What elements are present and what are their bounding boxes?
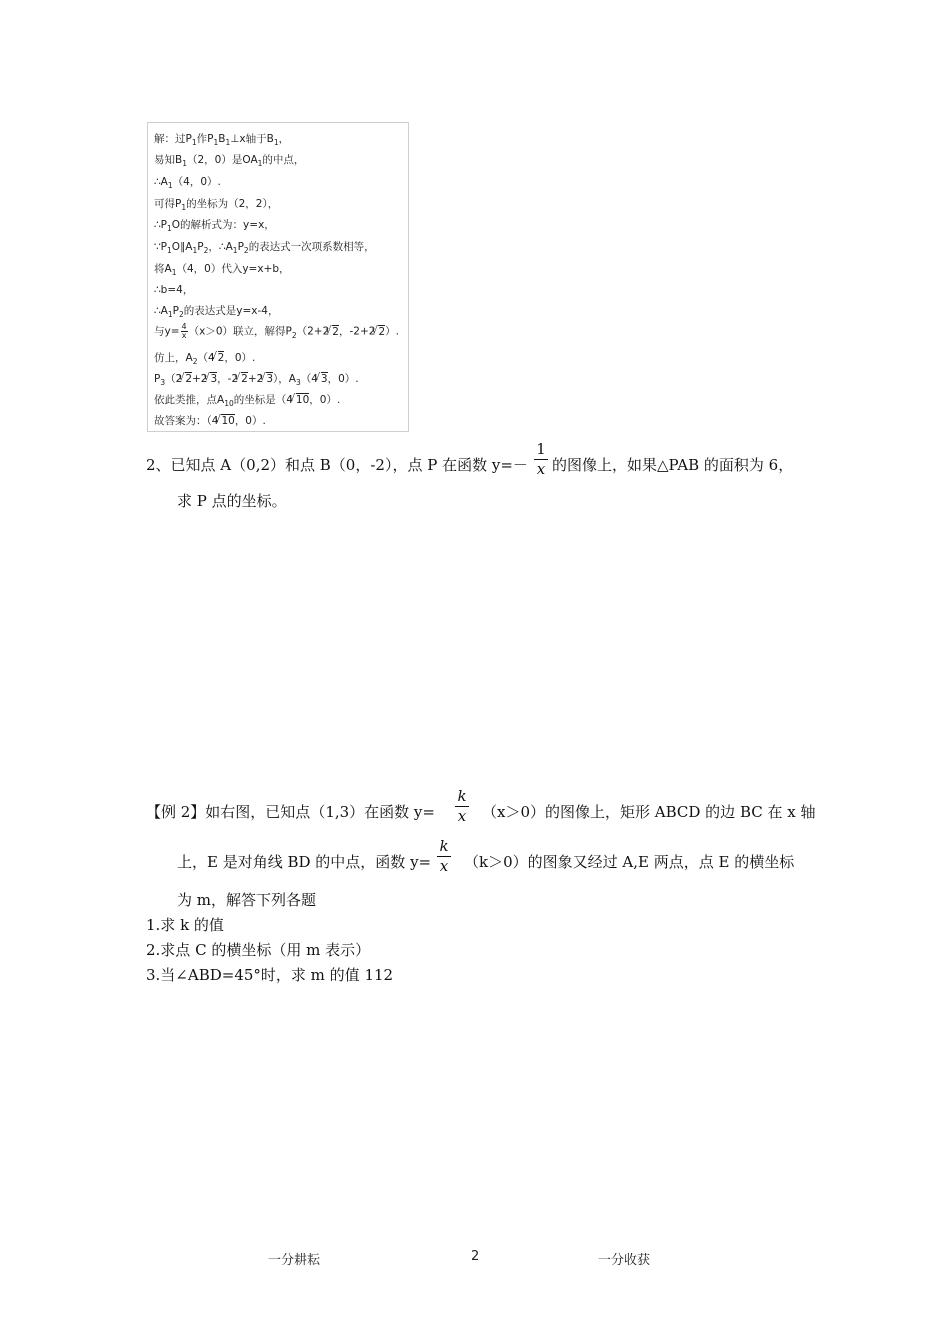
solution-line-9: $\therefore A_1P_2$的表达式是y=x-4， <box>154 305 279 319</box>
solution-line-1: 解：过$P_1$作$P_1B_1\perp x$轴于$B_1$， <box>154 133 290 147</box>
solution-line-7: 将$A_1(4$，0）代入y=x+b， <box>154 263 290 277</box>
page-number: 2 <box>471 1249 480 1264</box>
ex2-item-3: 3.当∠ABD=45°时，求 m 的值 112 <box>146 966 394 984</box>
ex2-line2-post: （k＞0）的图象又经过 A,E 两点，点 E 的横坐标 <box>464 853 795 871</box>
solution-line-8: ∴b=4， <box>154 284 194 296</box>
fraction: $\frac{4}{x}$ <box>181 322 187 340</box>
solution-line-5: $\therefore P_1O$的解析式为：y=x， <box>154 219 275 233</box>
q2-line1-post: 的图像上，如果△PAB 的面积为 6， <box>552 456 794 474</box>
ex2-line3: 为 m，解答下列各题 <box>177 891 316 909</box>
footer-right: 一分收获 <box>598 1253 651 1268</box>
q2-fraction: $\frac{1}{x}$ <box>534 440 548 479</box>
ex2-item-2: 2.求点 C 的横坐标（用 m 表示） <box>146 941 371 959</box>
solution-line-14: 故答案为：（4√ 10，0）. <box>154 414 266 428</box>
ex2-line2-pre: 上，E 是对角线 BD 的中点，函数 y= <box>177 853 432 871</box>
solution-line-13: 依此类推，点$A_{10}$的坐标是（4√ 10，0）. <box>154 393 340 408</box>
solution-line-12: $P_3(2√$ 2+2√ 3，-2√ 2+2√ 3），$A_3(4√$ 3，0）. <box>154 372 359 387</box>
ex2-item-1: 1.求 k 的值 <box>146 916 224 934</box>
solution-line-4: 可得$P_1$的坐标为（2，2）， <box>154 198 279 212</box>
solution-line-2: 易知$B_1(2$，0）是$OA_1$的中点， <box>154 154 305 168</box>
ex2-fraction-1: $\frac{k}{x}$ <box>455 787 469 826</box>
ex2-line1-post: （x＞0）的图像上，矩形 ABCD 的边 BC 在 x 轴 <box>482 803 816 821</box>
ex2-fraction-2: $\frac{k}{x}$ <box>437 837 451 876</box>
footer-left: 一分耕耘 <box>268 1253 321 1268</box>
q2-line2: 求 P 点的坐标。 <box>177 492 287 510</box>
ex2-line1-pre: 【例 2】如右图，已知点（1,3）在函数 y= <box>146 803 435 821</box>
solution-line-10: 与y= $\frac{4}{x}$ （x＞0）联立，解得$P_2(2+2√$ 2，-2+2√ 2）. <box>154 323 399 340</box>
solution-image <box>147 122 409 432</box>
solution-line-3: $\therefore A_1(4$，0）. <box>154 176 221 190</box>
solution-line-6: $\because P_1O\parallel A_1P_2$，$\therefore A_1P_2$的表达式一次项系数相等， <box>154 241 375 255</box>
q2-line1-pre: 2、已知点 A（0,2）和点 B（0，-2），点 P 在函数 y=－ <box>146 456 528 474</box>
solution-line-11: 仿上，$A_2(4√$ 2，0）. <box>154 351 255 366</box>
